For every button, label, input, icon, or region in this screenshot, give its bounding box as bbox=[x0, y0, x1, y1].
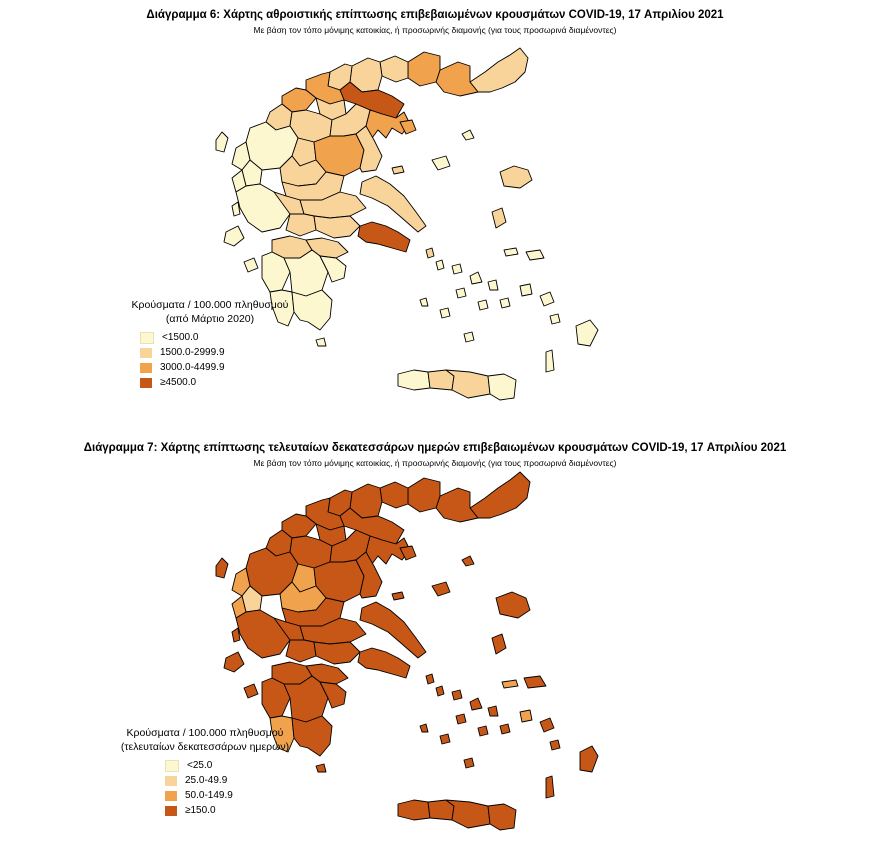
region-rodopi bbox=[436, 62, 478, 96]
legend-swatch bbox=[165, 776, 177, 786]
region-corfu bbox=[216, 132, 228, 152]
legend-item bbox=[165, 773, 325, 788]
legend-swatch bbox=[165, 760, 179, 772]
map1-legend bbox=[100, 298, 320, 390]
region-ikaria bbox=[504, 248, 518, 256]
region-xanthi bbox=[408, 52, 440, 86]
map2-title: Διάγραμμα 7: Χάρτης επίπτωσης τελευταίων δεκατεσσάρων ημερών επιβεβαιωμένων κρουσμάτων COVID-19, 17 Απριλίου 2021 bbox=[83, 442, 787, 454]
region-sporades bbox=[392, 592, 404, 600]
legend-swatch bbox=[140, 363, 152, 373]
map1-legend-subtitle: (από Μάρτιο 2020) bbox=[165, 313, 255, 325]
region-rhodes bbox=[580, 746, 598, 772]
region-lesvos bbox=[496, 592, 530, 618]
region-limnos bbox=[432, 156, 450, 170]
legend-label: 3000.0-4499.9 bbox=[160, 362, 225, 373]
region-karpathos bbox=[546, 776, 554, 798]
legend-label: ≥150.0 bbox=[185, 805, 216, 816]
legend-swatch bbox=[140, 332, 154, 344]
region-aitoloakarnania bbox=[236, 184, 290, 232]
region-voiotia bbox=[314, 642, 360, 664]
region-evros bbox=[470, 472, 530, 518]
legend-item bbox=[165, 803, 325, 818]
legend-label: <25.0 bbox=[187, 760, 213, 771]
region-corfu bbox=[216, 558, 228, 578]
legend-label: ≥4500.0 bbox=[160, 377, 197, 388]
region-heraklion bbox=[446, 800, 490, 828]
region-lefkada bbox=[232, 628, 240, 642]
region-chania bbox=[398, 800, 430, 820]
region-evros bbox=[470, 48, 528, 92]
region-samothraki bbox=[462, 556, 474, 566]
legend-label: <1500.0 bbox=[162, 332, 199, 343]
region-kefalonia bbox=[224, 652, 244, 672]
map2-subtitle: Με βάση τον τόπο μόνιμης κατοικίας, ή προσωρινής διαμονής (για τους προσωρινά διαμένοντες) bbox=[253, 458, 617, 468]
legend-label: 25.0-49.9 bbox=[185, 775, 228, 786]
region-lasithi bbox=[488, 374, 516, 400]
region-chios bbox=[492, 634, 506, 654]
region-chania bbox=[398, 370, 430, 390]
region-heraklion bbox=[446, 370, 490, 398]
map2-legend-subtitle: (τελευταίων δεκατεσσάρων ημερών) bbox=[120, 741, 290, 753]
legend-item bbox=[165, 758, 325, 773]
legend-swatch bbox=[165, 791, 177, 801]
region-drama bbox=[380, 482, 408, 508]
region-samos bbox=[524, 676, 546, 688]
legend-label: 50.0-149.9 bbox=[185, 790, 233, 801]
region-attica bbox=[358, 222, 410, 252]
region-chios bbox=[492, 208, 506, 228]
region-sporades bbox=[392, 166, 404, 174]
legend-item bbox=[140, 345, 320, 360]
region-xanthi bbox=[408, 478, 440, 512]
legend-swatch bbox=[140, 378, 152, 388]
region-samothraki bbox=[462, 130, 474, 140]
legend-item bbox=[140, 360, 320, 375]
region-fokida bbox=[286, 214, 316, 236]
region-kefalonia bbox=[224, 226, 244, 246]
region-rhodes bbox=[576, 320, 598, 346]
region-voiotia bbox=[314, 216, 360, 238]
map1-title: Διάγραμμα 6: Χάρτης αθροιστικής επίπτωσης επιβεβαιωμένων κρουσμάτων COVID-19, 17 Απριλίου 2021 bbox=[146, 9, 724, 21]
region-zakynthos bbox=[244, 684, 258, 698]
region-karpathos bbox=[546, 350, 554, 372]
map2-legend bbox=[85, 726, 325, 818]
map1-subtitle: Με βάση τον τόπο μόνιμης κατοικίας, ή προσωρινής διαμονής (για τους προσωρινά διαμένοντες) bbox=[253, 25, 617, 35]
legend-label: 1500.0-2999.9 bbox=[160, 347, 225, 358]
region-ikaria bbox=[502, 680, 518, 688]
region-samos bbox=[526, 250, 544, 260]
map2-legend-title: Κρούσματα / 100.000 πληθυσμού bbox=[126, 727, 284, 739]
region-lasithi bbox=[488, 804, 516, 830]
legend-swatch bbox=[165, 806, 177, 816]
legend-item bbox=[140, 330, 320, 345]
legend-item bbox=[165, 788, 325, 803]
region-lefkada bbox=[232, 202, 240, 216]
region-limnos bbox=[432, 582, 450, 596]
legend-swatch bbox=[140, 348, 152, 358]
map1-legend-title: Κρούσματα / 100.000 πληθυσμού bbox=[131, 299, 289, 311]
region-zakynthos bbox=[244, 258, 258, 272]
region-attica bbox=[358, 648, 410, 678]
region-aitoloakarnania bbox=[236, 610, 290, 658]
region-rodopi bbox=[436, 488, 478, 522]
region-lesvos bbox=[500, 166, 532, 188]
legend-item bbox=[140, 375, 320, 390]
region-drama bbox=[380, 56, 408, 82]
region-fokida bbox=[286, 640, 316, 662]
